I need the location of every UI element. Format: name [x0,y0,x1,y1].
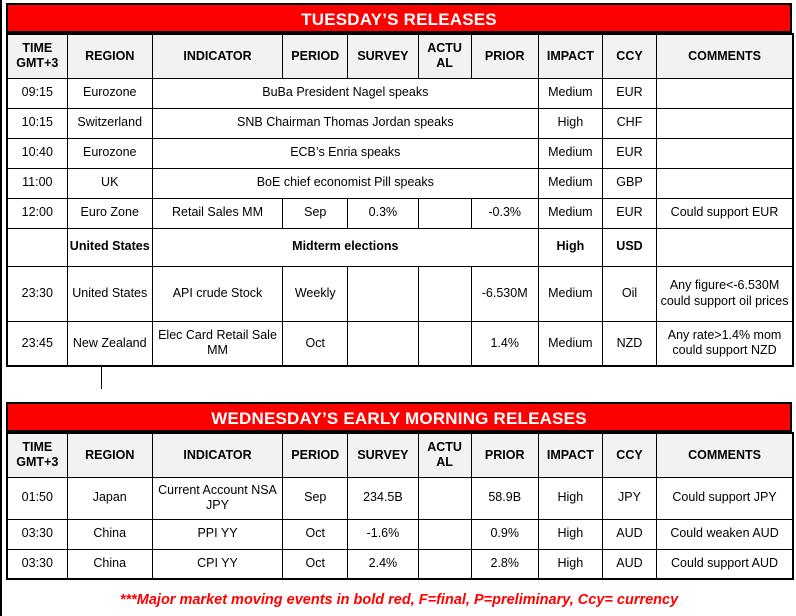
cell-time: 01:50 [7,477,67,519]
cell-time [7,228,67,266]
column-header-impact: IMPACT [538,34,602,78]
cell-prior: 2.8% [471,549,538,579]
cell-ccy: CHF [602,108,656,138]
cell-impact: Medium [538,321,602,366]
tuesday-releases-table [6,33,794,367]
cell-ccy: EUR [602,198,656,228]
wednesday-releases-body [7,477,793,579]
cell-period: Oct [283,549,348,579]
cell-time: 11:00 [7,168,67,198]
cell-survey [348,321,418,366]
cell-comments: Could support JPY [657,477,793,519]
header-time-line1: TIME [22,41,53,55]
column-header-indicator: INDICATOR [152,433,282,477]
cell-period: Oct [283,321,348,366]
cell-time: 23:45 [7,321,67,366]
header-actual-line2: AL [436,455,453,470]
cell-region: Eurozone [67,138,152,168]
cell-comments [657,138,793,168]
cell-indicator: Midterm elections [152,228,538,266]
table-row [7,78,793,108]
cell-ccy: AUD [602,549,656,579]
cell-actual [418,321,471,366]
cell-region: New Zealand [67,321,152,366]
table-row [7,477,793,519]
cell-indicator: ECB’s Enria speaks [152,138,538,168]
column-header-actual [418,433,471,477]
header-actual-line1: ACTU [427,41,462,55]
cell-actual [418,477,471,519]
tuesday-releases-banner: TUESDAY’S RELEASES [6,3,792,33]
header-time-line2: GMT+3 [16,56,59,71]
cell-indicator: SNB Chairman Thomas Jordan speaks [152,108,538,138]
table-header-row [7,433,793,477]
table-row [7,168,793,198]
column-header-prior: PRIOR [471,34,538,78]
cell-region: Euro Zone [67,198,152,228]
footer-legend-note: ***Major market moving events in bold red, F=final, P=preliminary, Ccy= currency [119,592,679,608]
cell-region: Eurozone [67,78,152,108]
cell-prior: 1.4% [471,321,538,366]
cell-impact: Medium [538,266,602,321]
column-header-comments: COMMENTS [657,34,793,78]
column-header-actual [418,34,471,78]
cell-indicator: BuBa President Nagel speaks [152,78,538,108]
cell-region: China [67,549,152,579]
cell-indicator: BoE chief economist Pill speaks [152,168,538,198]
table-row [7,549,793,579]
column-header-region: REGION [67,433,152,477]
cell-impact: Medium [538,138,602,168]
column-header-indicator: INDICATOR [152,34,282,78]
cell-ccy: JPY [602,477,656,519]
cell-region: Switzerland [67,108,152,138]
cell-period: Oct [283,519,348,549]
table-row [7,198,793,228]
cell-actual [418,198,471,228]
cell-time: 23:30 [7,266,67,321]
cell-region: Japan [67,477,152,519]
cell-comments [657,168,793,198]
cell-ccy: NZD [602,321,656,366]
cell-indicator: PPI YY [152,519,282,549]
table-row [7,519,793,549]
cell-comments: Any rate>1.4% mom could support NZD [657,321,793,366]
cell-survey: 0.3% [348,198,418,228]
table-row [7,266,793,321]
cell-prior: 58.9B [471,477,538,519]
header-time-line2: GMT+3 [16,455,59,470]
cell-ccy: Oil [602,266,656,321]
column-header-ccy: CCY [602,34,656,78]
cell-impact: Medium [538,78,602,108]
header-time-line1: TIME [22,440,53,454]
cell-time: 10:40 [7,138,67,168]
column-header-time [7,433,67,477]
table-separator [6,367,794,402]
column-header-period: PERIOD [283,34,348,78]
cell-indicator: Elec Card Retail Sale MM [152,321,282,366]
cell-time: 10:15 [7,108,67,138]
cell-time: 03:30 [7,549,67,579]
table-row [7,108,793,138]
cell-period: Sep [283,477,348,519]
cell-region: United States [67,266,152,321]
cell-period: Sep [283,198,348,228]
cell-prior: -6.530M [471,266,538,321]
cell-comments: Could support EUR [657,198,793,228]
header-actual-line2: AL [436,56,453,71]
column-header-region: REGION [67,34,152,78]
cell-ccy: AUD [602,519,656,549]
cell-ccy: GBP [602,168,656,198]
cell-survey: -1.6% [348,519,418,549]
cell-period: Weekly [283,266,348,321]
cell-comments: Could support AUD [657,549,793,579]
column-header-impact: IMPACT [538,433,602,477]
column-header-survey: SURVEY [348,433,418,477]
cell-time: 09:15 [7,78,67,108]
cell-actual [418,519,471,549]
cell-comments [657,78,793,108]
column-header-ccy: CCY [602,433,656,477]
cell-indicator: Retail Sales MM [152,198,282,228]
cell-impact: High [538,228,602,266]
cell-survey: 234.5B [348,477,418,519]
cell-region: UK [67,168,152,198]
cell-actual [418,549,471,579]
column-header-period: PERIOD [283,433,348,477]
cell-impact: High [538,519,602,549]
column-header-prior: PRIOR [471,433,538,477]
cell-time: 03:30 [7,519,67,549]
wednesday-releases-banner: WEDNESDAY’S EARLY MORNING RELEASES [6,402,792,432]
cell-comments [657,108,793,138]
table-row [7,228,793,266]
header-actual-line1: ACTU [427,440,462,454]
cell-ccy: EUR [602,78,656,108]
cell-comments: Could weaken AUD [657,519,793,549]
cell-ccy: EUR [602,138,656,168]
cell-actual [418,266,471,321]
table-header-row [7,34,793,78]
cell-region: United States [67,228,152,266]
separator-tick-mark [101,367,102,389]
cell-survey [348,266,418,321]
cell-impact: Medium [538,198,602,228]
cell-impact: Medium [538,168,602,198]
cell-region: China [67,519,152,549]
cell-survey: 2.4% [348,549,418,579]
cell-prior: 0.9% [471,519,538,549]
cell-ccy: USD [602,228,656,266]
cell-indicator: CPI YY [152,549,282,579]
wednesday-releases-table [6,432,794,580]
cell-comments [657,228,793,266]
cell-comments: Any figure<-6.530M could support oil prices [657,266,793,321]
cell-indicator: API crude Stock [152,266,282,321]
cell-indicator: Current Account NSA JPY [152,477,282,519]
table-row [7,321,793,366]
column-header-survey: SURVEY [348,34,418,78]
cell-prior: -0.3% [471,198,538,228]
cell-impact: High [538,108,602,138]
tuesday-releases-body [7,78,793,366]
column-header-comments: COMMENTS [657,433,793,477]
cell-time: 12:00 [7,198,67,228]
table-row [7,138,793,168]
cell-impact: High [538,549,602,579]
cell-impact: High [538,477,602,519]
column-header-time [7,34,67,78]
